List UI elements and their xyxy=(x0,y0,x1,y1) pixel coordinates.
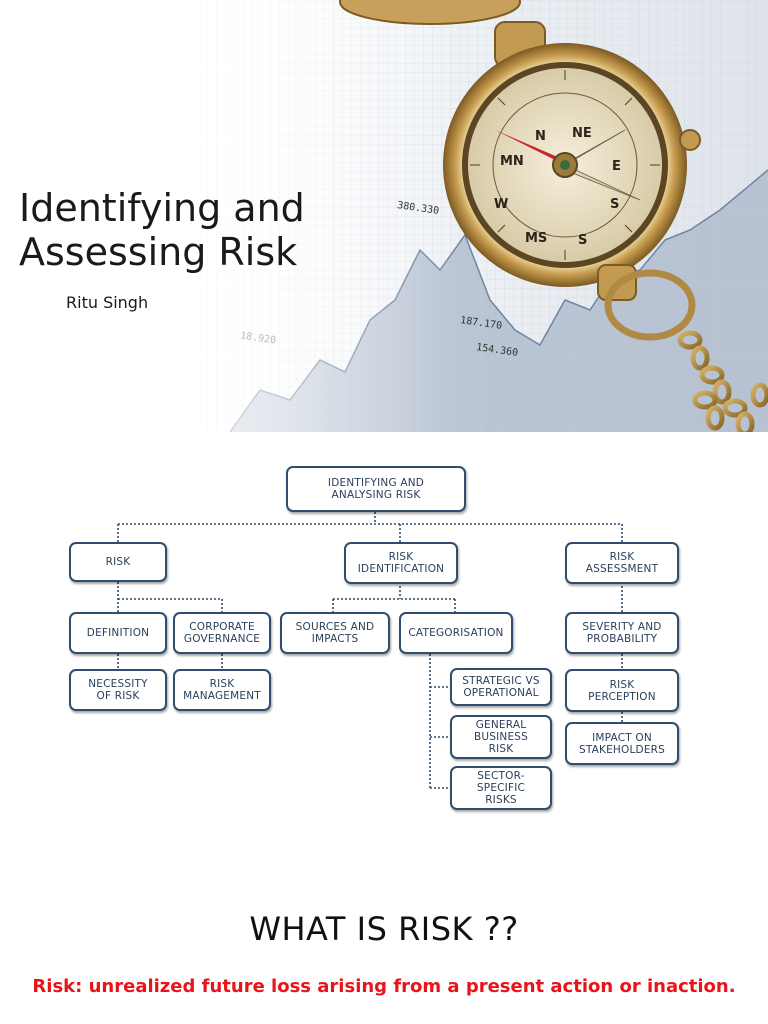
what-is-risk-slide xyxy=(0,880,768,1024)
chart-figure: 187.170 xyxy=(459,315,503,332)
corporate-governance-node: CORPORATE GOVERNANCE xyxy=(173,612,271,654)
svg-text:MS: MS xyxy=(525,231,548,246)
svg-text:S: S xyxy=(610,197,620,212)
svg-text:S: S xyxy=(578,233,588,248)
svg-text:NE: NE xyxy=(572,126,592,141)
severity-and-probability-node: SEVERITY AND PROBABILITY xyxy=(565,612,679,654)
svg-text:N: N xyxy=(535,129,546,144)
svg-text:W: W xyxy=(494,197,509,212)
definition-node: DEFINITION xyxy=(69,612,167,654)
slide-heading: WHAT IS RISK ?? xyxy=(249,910,519,948)
categorisation-node: CATEGORISATION xyxy=(399,612,513,654)
slide-author: Ritu Singh xyxy=(66,293,149,312)
title-slide xyxy=(0,0,768,432)
chart-figure: 380.330 xyxy=(396,200,440,217)
risk-perception-node: RISK PERCEPTION xyxy=(565,669,679,712)
necessity-of-risk-node: NECESSITY OF RISK xyxy=(69,669,167,711)
slide-title: Identifying and Assessing Risk xyxy=(19,186,305,274)
svg-text:MN: MN xyxy=(500,154,524,169)
risk-org-chart xyxy=(0,432,768,832)
strategic-vs-operational-node: STRATEGIC VS OPERATIONAL xyxy=(450,668,552,706)
chart-figure: 154.360 xyxy=(475,342,519,359)
general-business-risk-node: GENERAL BUSINESS RISK xyxy=(450,715,552,759)
risk-identification-node: RISK IDENTIFICATION xyxy=(344,542,458,584)
risk-node: RISK xyxy=(69,542,167,582)
chart-figure: 18.920 xyxy=(239,330,277,347)
svg-text:E: E xyxy=(612,159,621,174)
impact-on-stakeholders-node: IMPACT ON STAKEHOLDERS xyxy=(565,722,679,765)
sources-and-impacts-node: SOURCES AND IMPACTS xyxy=(280,612,390,654)
risk-definition: Risk: unrealized future loss arising from a present action or inaction. xyxy=(32,976,736,997)
sector-specific-risks-node: SECTOR- SPECIFIC RISKS xyxy=(450,766,552,810)
risk-assessment-node: RISK ASSESSMENT xyxy=(565,542,679,584)
root-node: IDENTIFYING AND ANALYSING RISK xyxy=(286,466,466,512)
risk-management-node: RISK MANAGEMENT xyxy=(173,669,271,711)
